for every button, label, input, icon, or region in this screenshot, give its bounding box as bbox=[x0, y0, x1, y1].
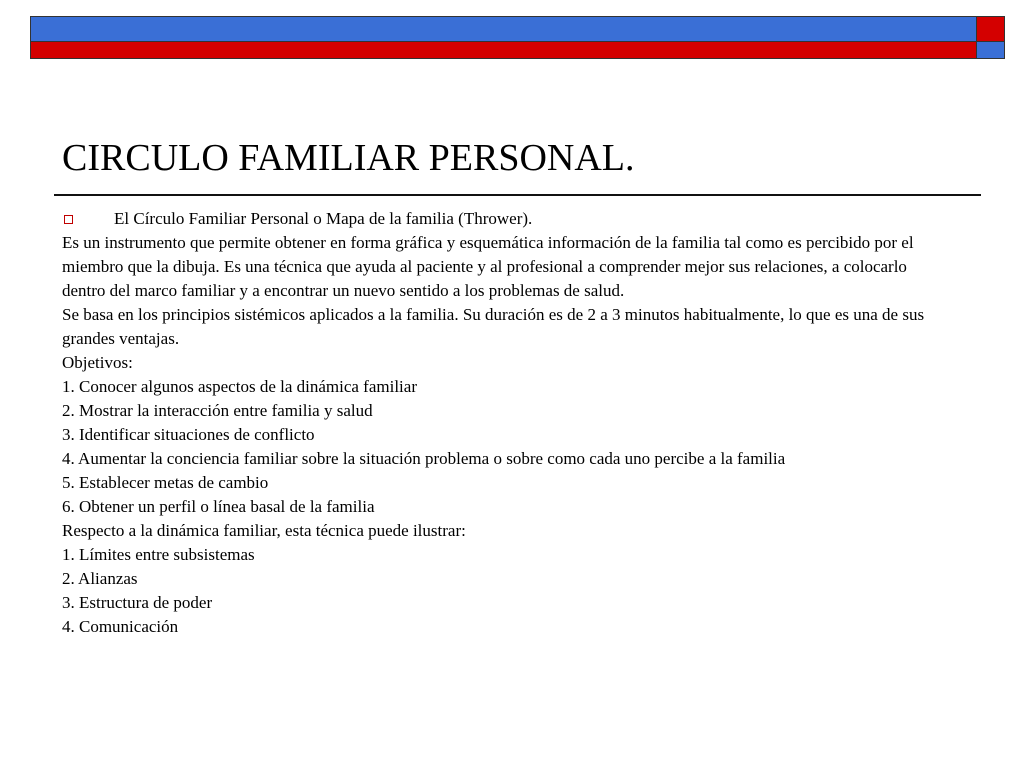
dynamics-item: 2. Alianzas bbox=[62, 569, 138, 588]
red-square bbox=[977, 16, 1005, 42]
slide-title: CIRCULO FAMILIAR PERSONAL. bbox=[62, 137, 635, 179]
square-bullet-icon bbox=[64, 215, 73, 224]
header-decoration bbox=[30, 16, 1005, 59]
dynamics-item: 1. Límites entre subsistemas bbox=[62, 545, 255, 564]
blue-square bbox=[977, 42, 1005, 59]
bullet-text: El Círculo Familiar Personal o Mapa de la familia (Thrower). bbox=[114, 209, 533, 228]
objective-item: 4. Aumentar la conciencia familiar sobre la situación problema o sobre como cada uno percibe a la familia bbox=[62, 449, 786, 468]
title-divider bbox=[54, 194, 981, 196]
objective-item: 3. Identificar situaciones de conflicto bbox=[62, 425, 315, 444]
bullet-item bbox=[62, 207, 952, 231]
objective-item: 1. Conocer algunos aspectos de la dinámica familiar bbox=[62, 377, 417, 396]
objective-item: 2. Mostrar la interacción entre familia y salud bbox=[62, 401, 373, 420]
red-bar bbox=[30, 42, 977, 59]
objectives-heading: Objetivos: bbox=[62, 353, 133, 372]
blue-bar bbox=[30, 16, 977, 42]
dynamics-item: 3. Estructura de poder bbox=[62, 593, 213, 612]
paragraph-description: Es un instrumento que permite obtener en forma gráfica y esquemática información de la familia tal como es percibido por el miembro que la dibuja. Es una técnica que ayuda al paciente y al profesional a comprender mejor sus relaciones, a colocarlo dentro del marco familiar y a encontrar un nuevo sentido a los problemas de salud. bbox=[62, 233, 914, 300]
objective-item: 5. Establecer metas de cambio bbox=[62, 473, 269, 492]
dynamics-heading: Respecto a la dinámica familiar, esta técnica puede ilustrar: bbox=[62, 521, 466, 540]
paragraph-basis: Se basa en los principios sistémicos aplicados a la familia. Su duración es de 2 a 3 minutos habitualmente, lo que es una de sus grandes ventajas. bbox=[62, 305, 925, 348]
slide-body bbox=[62, 207, 952, 639]
dynamics-item: 4. Comunicación bbox=[62, 617, 179, 636]
objective-item: 6. Obtener un perfil o línea basal de la familia bbox=[62, 497, 375, 516]
